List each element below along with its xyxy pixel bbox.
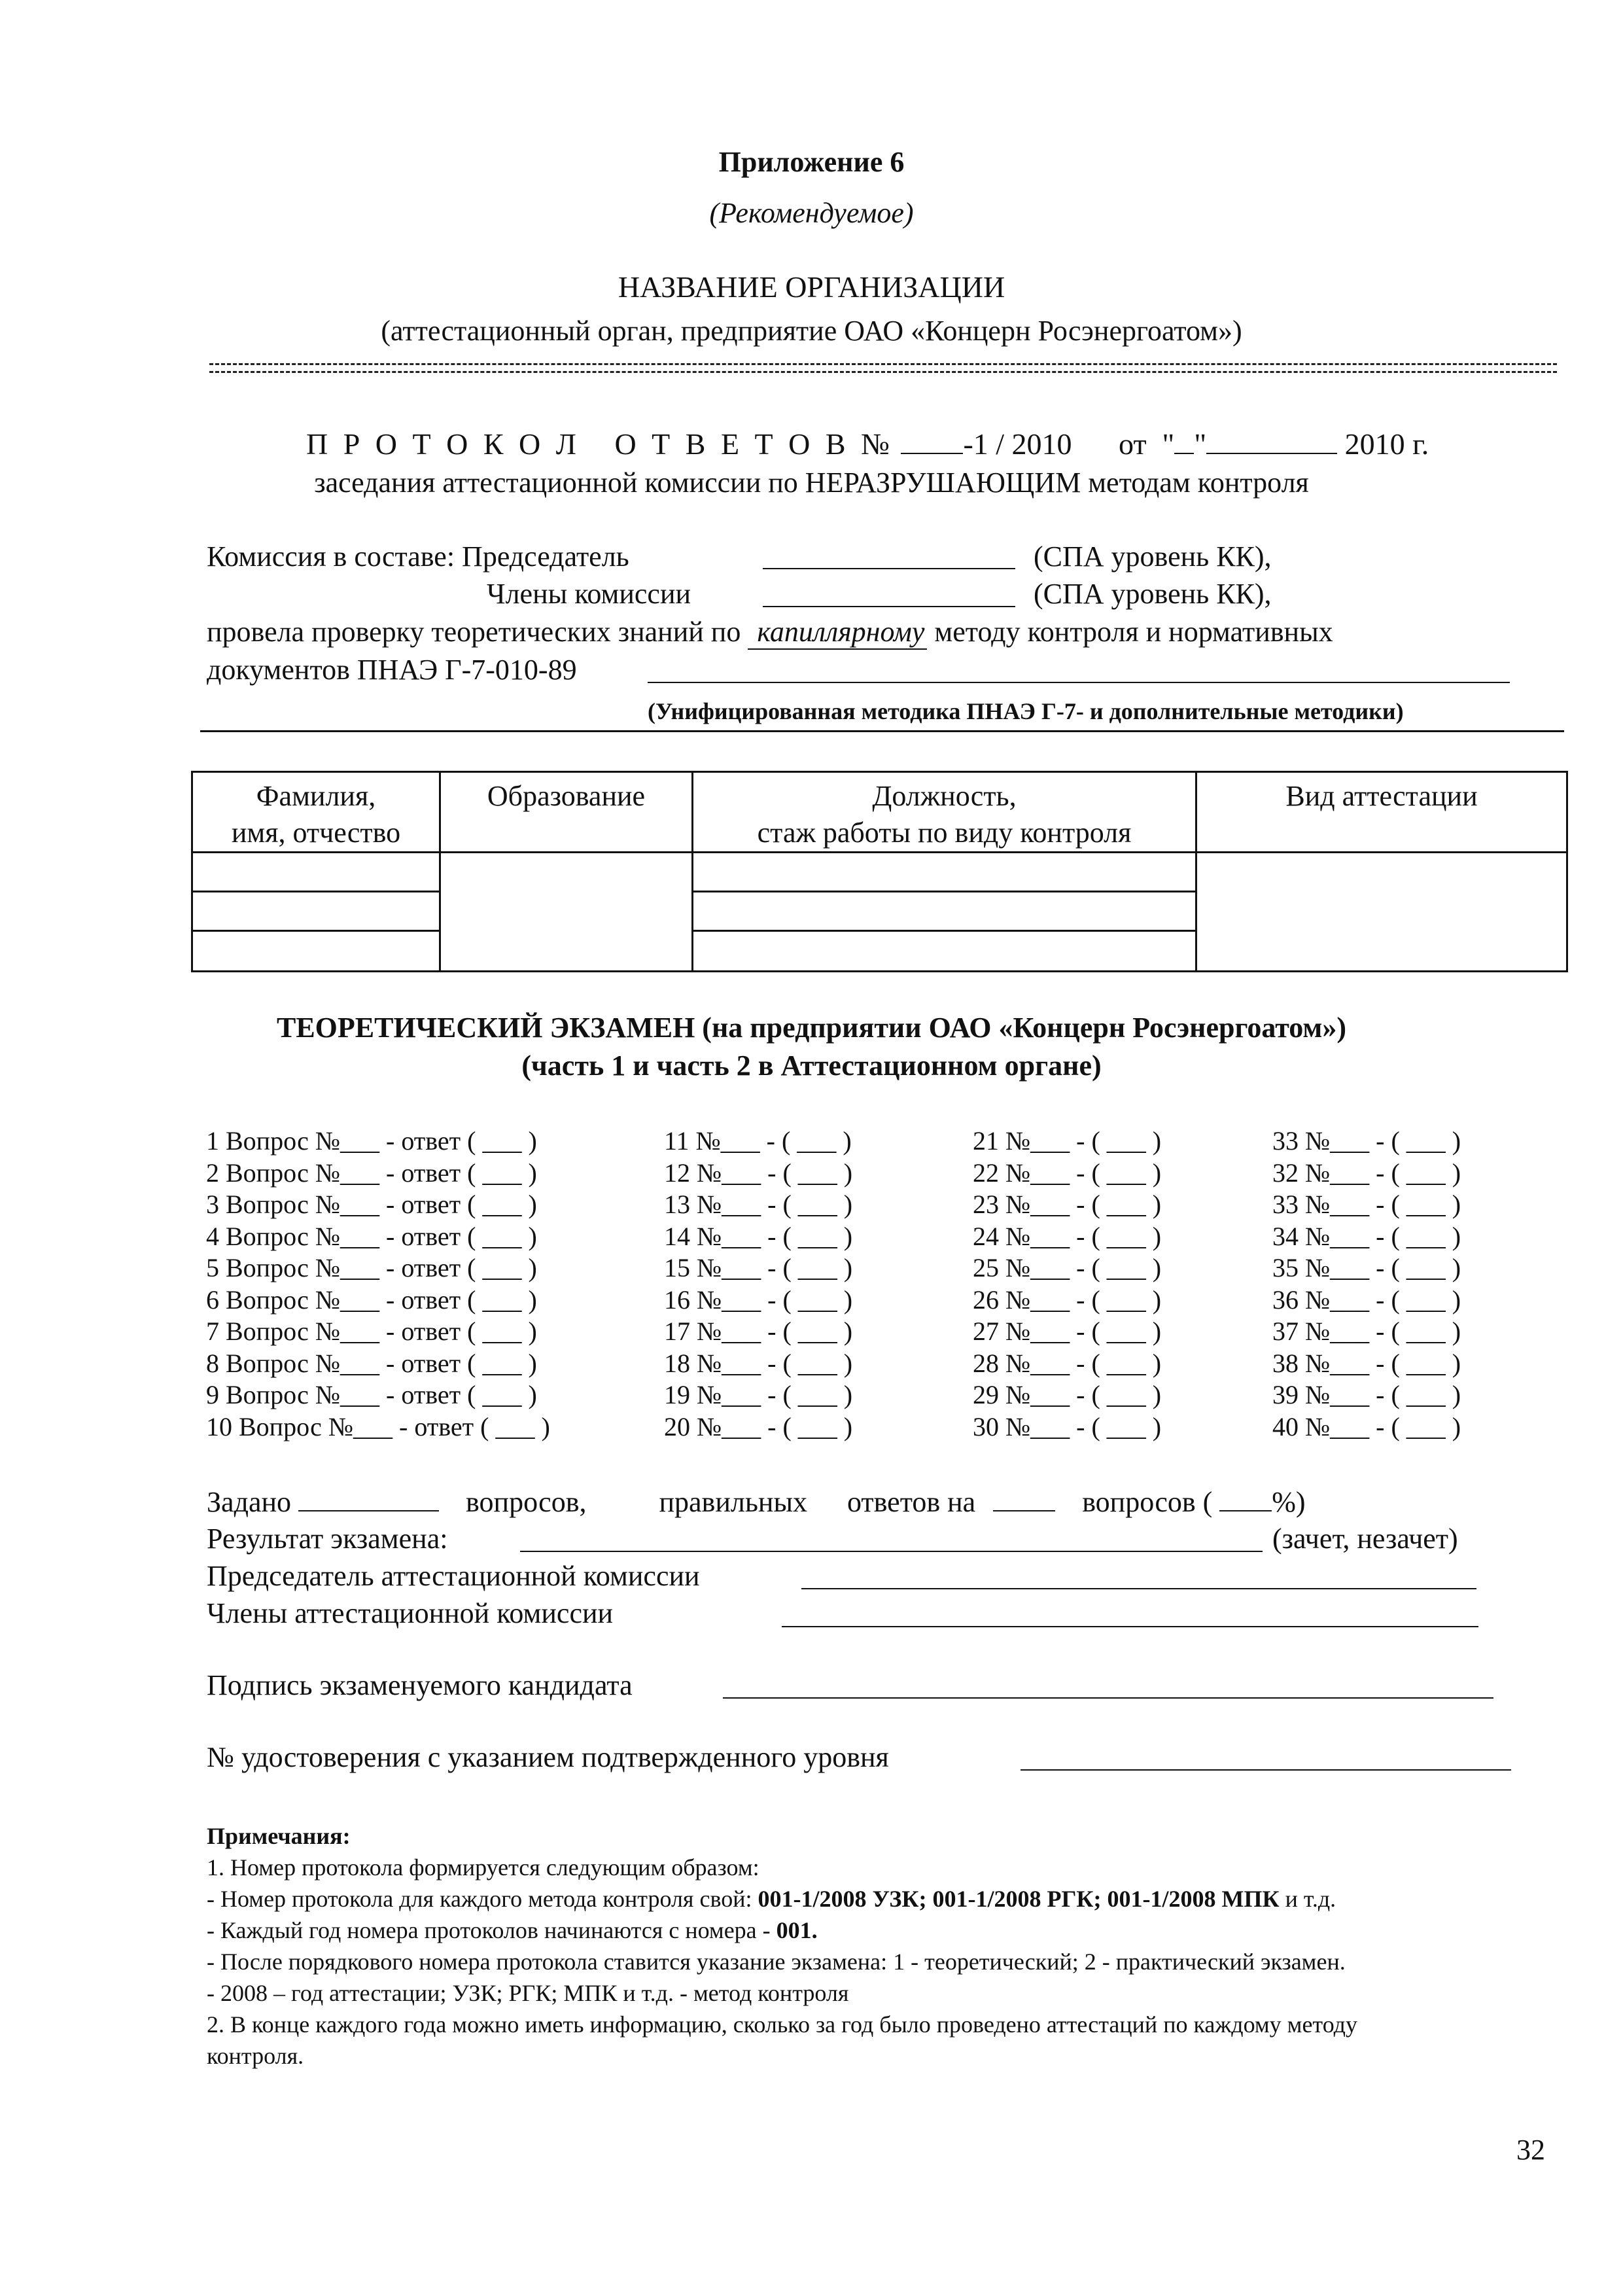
answers-on-label: ответов на: [847, 1486, 976, 1518]
question-row[interactable]: 28 №___ - ( ___ ): [973, 1348, 1162, 1378]
question-row[interactable]: 40 №___ - ( ___ ): [1272, 1411, 1461, 1441]
exam-title: ТЕОРЕТИЧЕСКИЙ ЭКЗАМЕН (на предприятии ОАО «Концерн Росэнергоатом»): [276, 1012, 1347, 1044]
question-row[interactable]: 21 №___ - ( ___ ): [973, 1126, 1162, 1156]
question-row[interactable]: 6 Вопрос №___ - ответ ( ___ ): [206, 1284, 537, 1315]
appendix-title: Приложение 6: [718, 146, 905, 178]
note-1a-post: и т.д.: [1285, 1886, 1336, 1912]
note-1a-codes: 001-1/2008 УЗК; 001-1/2008 РГК; 001-1/2008 МПК: [758, 1886, 1280, 1912]
correct-count-field[interactable]: [993, 1510, 1055, 1511]
exam-subtitle: (часть 1 и часть 2 в Аттестационном органе): [521, 1050, 1102, 1082]
table-cell-attestation-type[interactable]: [1196, 853, 1567, 972]
candidate-signature-field[interactable]: [723, 1697, 1493, 1699]
question-row[interactable]: 3 Вопрос №___ - ответ ( ___ ): [206, 1190, 537, 1219]
question-row[interactable]: 24 №___ - ( ___ ): [973, 1221, 1162, 1251]
question-row[interactable]: 7 Вопрос №___ - ответ ( ___ ): [206, 1316, 537, 1346]
questions-col-1: [206, 1125, 550, 1443]
protocol-subtitle: заседания аттестационной комиссии по НЕРАЗРУШАЮЩИМ методам контроля: [314, 467, 1309, 499]
question-row[interactable]: 17 №___ - ( ___ ): [664, 1316, 853, 1346]
documents-line: документов ПНАЭ Г-7-010-89: [207, 654, 577, 686]
protocol-number-field[interactable]: [901, 453, 963, 454]
check-text-pre: провела проверку теоретических знаний по: [207, 616, 741, 648]
table-cell-education[interactable]: [440, 853, 693, 972]
given-count-field[interactable]: [298, 1510, 439, 1511]
page-number: 32: [1516, 2134, 1545, 2166]
question-row[interactable]: 27 №___ - ( ___ ): [973, 1316, 1162, 1346]
question-row[interactable]: 12 №___ - ( ___ ): [664, 1157, 853, 1188]
note-1c: - После порядкового номера протокола ставится указание экзамена: 1 - теоретический; 2 - практический экзамен.: [207, 1949, 1346, 1975]
protocol-from-label: от: [1119, 427, 1147, 461]
section-rule: [200, 730, 1564, 732]
question-row[interactable]: 32 №___ - ( ___ ): [1272, 1157, 1461, 1188]
question-row[interactable]: 34 №___ - ( ___ ): [1272, 1221, 1461, 1251]
percent-label: %): [1272, 1486, 1306, 1518]
protocol-number-suffix: -1 / 2010: [963, 427, 1072, 461]
exam-result-label: Результат экзамена:: [207, 1523, 448, 1555]
certificate-field[interactable]: [1021, 1769, 1511, 1771]
question-row[interactable]: 11 №___ - ( ___ ): [664, 1126, 852, 1156]
note-1b-text: - Каждый год номера протоколов начинаются с номера -: [207, 1917, 771, 1943]
double-rule-bottom: [209, 371, 1557, 373]
questions-col-2: [664, 1125, 852, 1443]
date-quote-close: ": [1194, 427, 1207, 461]
question-row[interactable]: 36 №___ - ( ___ ): [1272, 1284, 1461, 1315]
question-row[interactable]: 14 №___ - ( ___ ): [664, 1221, 853, 1251]
header-position: [693, 772, 1196, 853]
question-row[interactable]: 15 №___ - ( ___ ): [664, 1253, 853, 1282]
chair-label: Председатель аттестационной комиссии: [207, 1560, 700, 1592]
questions2-label: вопросов (: [1082, 1486, 1213, 1518]
certificate-label: № удостоверения с указанием подтвержденного уровня: [207, 1741, 889, 1773]
question-row[interactable]: 39 №___ - ( ___ ): [1272, 1380, 1461, 1409]
commission-chair-field[interactable]: [763, 568, 1015, 569]
note-1: 1. Номер протокола формируется следующим образом:: [207, 1854, 759, 1881]
question-row[interactable]: 35 №___ - ( ___ ): [1272, 1253, 1461, 1282]
correct-label: правильных: [659, 1486, 807, 1518]
organization-subtitle: (аттестационный орган, предприятие ОАО «Концерн Росэнергоатом»): [381, 315, 1242, 347]
question-row[interactable]: 38 №___ - ( ___ ): [1272, 1348, 1461, 1378]
question-row[interactable]: 25 №___ - ( ___ ): [973, 1253, 1162, 1282]
header-attestation-type: Вид аттестации: [1196, 772, 1567, 853]
header-position-line2: стаж работы по виду контроля: [757, 817, 1132, 849]
members-signature-field[interactable]: [782, 1626, 1478, 1627]
question-row[interactable]: 4 Вопрос №___ - ответ ( ___ ): [206, 1221, 537, 1251]
commission-members-label: Члены комиссии: [487, 578, 691, 610]
question-row[interactable]: 8 Вопрос №___ - ответ ( ___ ): [206, 1348, 537, 1378]
header-full-name-line2: имя, отчество: [231, 817, 401, 849]
table-cell-name-3[interactable]: [192, 931, 440, 972]
documents-field[interactable]: [648, 682, 1510, 683]
table-cell-position-2[interactable]: [693, 892, 1196, 931]
given-label: Задано: [207, 1486, 292, 1518]
question-row[interactable]: 2 Вопрос №___ - ответ ( ___ ): [206, 1157, 537, 1188]
question-row[interactable]: 23 №___ - ( ___ ): [973, 1190, 1162, 1219]
question-row[interactable]: 18 №___ - ( ___ ): [664, 1348, 853, 1378]
commission-chair-label: Комиссия в составе: Председатель: [207, 540, 629, 573]
table-cell-position-3[interactable]: [693, 931, 1196, 972]
question-row[interactable]: 19 №___ - ( ___ ): [664, 1380, 853, 1409]
protocol-month-field[interactable]: [1206, 453, 1337, 454]
organization-name: НАЗВАНИЕ ОРГАНИЗАЦИИ: [618, 270, 1005, 304]
exam-result-options: (зачет, незачет): [1272, 1523, 1458, 1555]
question-row[interactable]: 16 №___ - ( ___ ): [664, 1284, 853, 1315]
question-row[interactable]: 9 Вопрос №___ - ответ ( ___ ): [206, 1380, 537, 1409]
note-2b: контроля.: [207, 2043, 304, 2069]
question-row[interactable]: 22 №___ - ( ___ ): [973, 1157, 1162, 1188]
attestation-table: [191, 771, 1568, 972]
note-1b: [207, 1915, 1580, 1946]
protocol-year: 2010 г.: [1344, 427, 1429, 461]
percent-field[interactable]: [1219, 1510, 1272, 1511]
questions-col-3: [973, 1125, 1161, 1443]
notes-title: Примечания:: [207, 1823, 351, 1849]
methodic-note: (Унифицированная методика ПНАЭ Г-7- и дополнительные методики): [648, 698, 1404, 724]
table-cell-name-1[interactable]: [192, 853, 440, 892]
protocol-heading: [306, 427, 1429, 461]
note-1d: - 2008 – год аттестации; УЗК; РГК; МПК и т.д. - метод контроля: [207, 1980, 849, 2006]
header-full-name: [192, 772, 440, 853]
note-1a: [207, 1883, 1580, 1915]
question-row[interactable]: 33 №___ - ( ___ ): [1272, 1126, 1461, 1156]
members-label: Члены аттестационной комиссии: [207, 1597, 614, 1629]
question-row[interactable]: 37 №___ - ( ___ ): [1272, 1316, 1461, 1346]
note-2a: 2. В конце каждого года можно иметь информацию, сколько за год было проведено аттестаций по каждому методу: [207, 2011, 1357, 2038]
given-questions-line: [207, 1485, 1306, 1519]
chair-signature-field[interactable]: [801, 1588, 1476, 1589]
header-full-name-line1: Фамилия,: [256, 780, 376, 812]
question-row[interactable]: 29 №___ - ( ___ ): [973, 1380, 1162, 1409]
notes-block: [207, 1820, 1580, 2072]
header-education: Образование: [440, 772, 693, 853]
recommended-label: (Рекомендуемое): [709, 197, 914, 229]
commission-members-field[interactable]: [763, 606, 1015, 607]
table-cell-position-1[interactable]: [693, 853, 1196, 892]
question-row[interactable]: 10 Вопрос №___ - ответ ( ___ ): [206, 1411, 550, 1441]
double-rule-top: [209, 363, 1557, 365]
question-row[interactable]: 30 №___ - ( ___ ): [973, 1411, 1162, 1441]
candidate-signature-label: Подпись экзаменуемого кандидата: [207, 1669, 633, 1701]
question-row[interactable]: 5 Вопрос №___ - ответ ( ___ ): [206, 1253, 537, 1282]
question-row[interactable]: 33 №___ - ( ___ ): [1272, 1190, 1461, 1219]
table-cell-name-2[interactable]: [192, 892, 440, 931]
question-row[interactable]: 26 №___ - ( ___ ): [973, 1284, 1162, 1315]
header-position-line1: Должность,: [872, 780, 1017, 812]
protocol-title: П Р О Т О К О Л О Т В Е Т О В №: [306, 427, 894, 461]
date-quote-open: ": [1162, 427, 1175, 461]
questions-label: вопросов,: [466, 1486, 587, 1518]
commission-check-line: [207, 615, 1333, 650]
commission-members-level: (СПА уровень КК),: [1034, 578, 1272, 610]
exam-result-field[interactable]: [520, 1551, 1263, 1552]
commission-chair-level: (СПА уровень КК),: [1034, 540, 1272, 573]
note-1a-text: - Номер протокола для каждого метода контроля свой:: [207, 1886, 752, 1912]
control-method-field[interactable]: капиллярному: [748, 615, 927, 650]
question-row[interactable]: 1 Вопрос №___ - ответ ( ___ ): [206, 1126, 537, 1156]
check-text-post: методу контроля и нормативных: [934, 616, 1333, 648]
note-1b-code: 001.: [776, 1917, 818, 1943]
questions-col-4: [1272, 1125, 1461, 1443]
protocol-day-field[interactable]: [1174, 453, 1194, 454]
question-row[interactable]: 13 №___ - ( ___ ): [664, 1190, 853, 1219]
question-row[interactable]: 20 №___ - ( ___ ): [664, 1411, 853, 1441]
